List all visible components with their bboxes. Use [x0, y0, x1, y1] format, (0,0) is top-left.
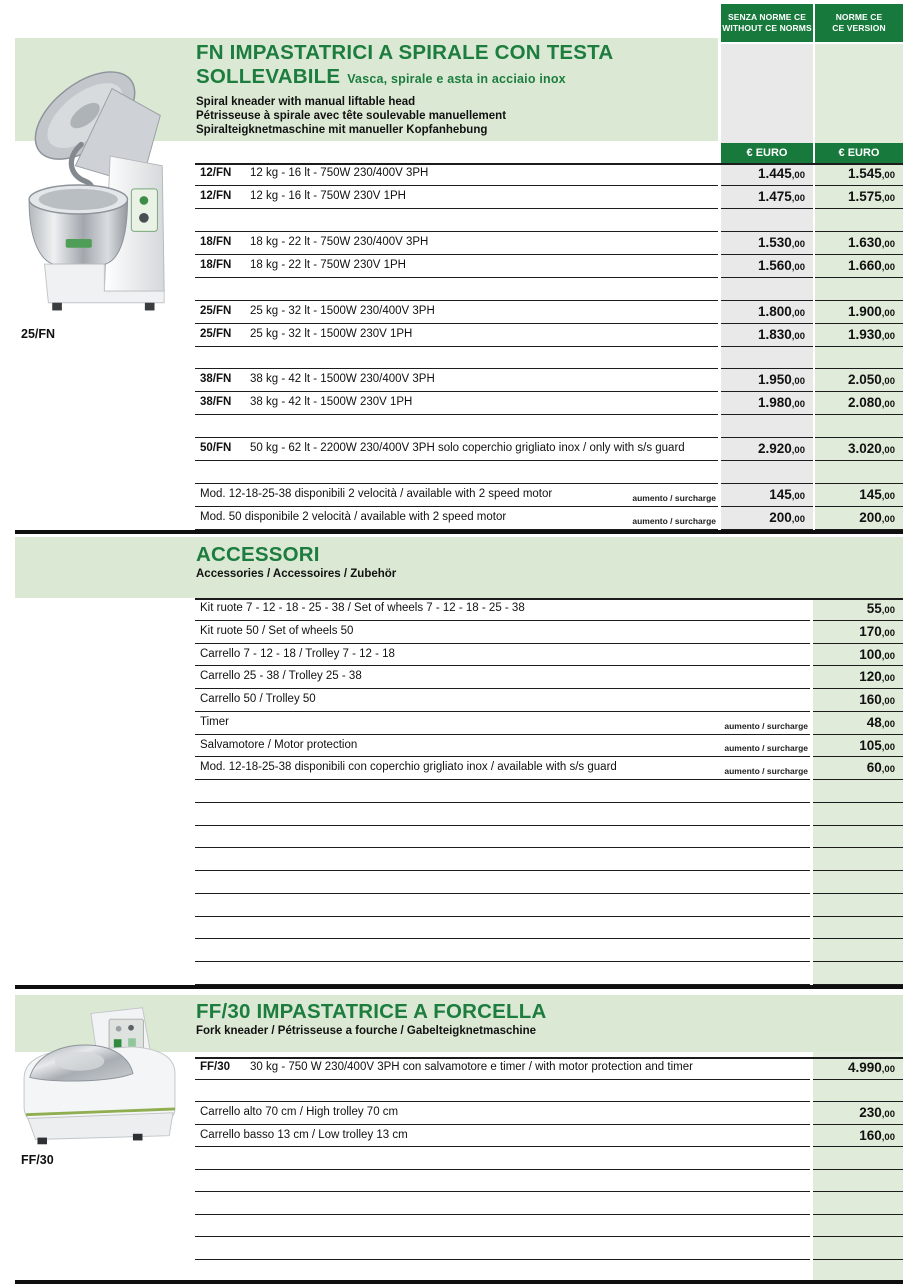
table-spacer-row: [15, 347, 903, 370]
price-decimal: ,00: [791, 399, 805, 411]
description-text: Mod. 50 disponibile 2 velocità / available with 2 speed motor: [200, 511, 507, 524]
column-header-line: WITHOUT CE NORMS: [722, 23, 812, 33]
row-left-margin: [15, 666, 195, 689]
row-description-cell: [195, 1237, 810, 1260]
description-text: Carrello alto 70 cm / High trolley 70 cm: [200, 1106, 399, 1118]
row-description-cell: [195, 324, 718, 347]
price-cell-ce: [815, 415, 903, 438]
row-left-margin: [15, 461, 195, 484]
table-spacer-row: [15, 1192, 903, 1215]
price-integer: 145: [859, 487, 882, 503]
description-text: 12 kg - 16 lt - 750W 230V 1PH: [250, 189, 406, 202]
price-decimal: ,00: [881, 445, 895, 457]
table-row: [15, 369, 903, 392]
row-left-margin: [15, 803, 195, 826]
price-cell-senza-ce: [721, 507, 813, 530]
row-description-cell: [195, 255, 718, 278]
section-divider: [15, 985, 903, 989]
model-code: 12/FN: [200, 189, 232, 202]
price-cell-ce: [813, 1102, 903, 1125]
price-cell-ce: [813, 1215, 903, 1238]
price-decimal: ,00: [881, 261, 895, 273]
price-decimal: ,00: [791, 170, 805, 181]
table-spacer-row: [15, 415, 903, 438]
euro-header-senza-ce: € EURO: [721, 143, 813, 163]
table-spacer-row: [15, 939, 903, 962]
surcharge-note: aumento / surcharge: [724, 743, 808, 754]
price-integer: 1.930: [847, 326, 882, 342]
price-decimal: ,00: [881, 330, 895, 342]
table-spacer-row: [15, 871, 903, 894]
price-decimal: ,00: [881, 1064, 895, 1075]
row-description-cell: [195, 1080, 810, 1103]
price-cell-ce: [815, 301, 903, 324]
price-cell-ce: [813, 962, 903, 985]
price-decimal: ,00: [881, 307, 895, 319]
row-description-cell: [195, 621, 810, 644]
description-text: 25 kg - 32 lt - 1500W 230V 1PH: [250, 327, 413, 340]
price-cell-senza-ce: [721, 209, 813, 232]
price-integer: 1.660: [847, 257, 882, 273]
fn-section-title2: [196, 65, 716, 91]
price-decimal: ,00: [881, 718, 895, 730]
column-header-norme-ce: [815, 4, 903, 42]
price-integer: 1.800: [757, 303, 792, 319]
price-cell-ce: [813, 848, 903, 871]
table-spacer-row: [15, 803, 903, 826]
row-left-margin: [15, 735, 195, 758]
price-decimal: ,00: [881, 741, 895, 753]
price-cell-senza-ce: [721, 324, 813, 347]
price-cell-ce: [815, 484, 903, 507]
price-integer: 1.630: [847, 234, 882, 250]
row-description-cell: [195, 415, 718, 438]
table-row: [15, 644, 903, 667]
column-header-line: NORME CE: [835, 12, 883, 22]
price-integer: 200: [769, 510, 792, 526]
price-decimal: ,00: [881, 170, 895, 181]
price-decimal: ,00: [791, 514, 805, 526]
row-description-cell: [195, 369, 718, 392]
accessori-section-banner: [15, 537, 903, 598]
row-left-margin: [15, 712, 195, 735]
row-description-cell: [195, 1192, 810, 1215]
price-integer: 48: [866, 714, 882, 730]
table-spacer-row: [15, 848, 903, 871]
price-decimal: ,00: [881, 696, 895, 707]
table-row: [15, 666, 903, 689]
accessori-section-title: ACCESSORI: [196, 543, 320, 566]
price-decimal: ,00: [881, 1109, 895, 1120]
price-integer: 1.830: [757, 326, 792, 342]
model-code: 18/FN: [200, 258, 232, 271]
price-integer: 160: [859, 692, 882, 707]
description-text: Kit ruote 7 - 12 - 18 - 25 - 38 / Set of wheels 7 - 12 - 18 - 25 - 38: [200, 602, 525, 614]
row-left-margin: [15, 369, 195, 392]
price-integer: 170: [859, 623, 882, 639]
table-row: [15, 438, 903, 461]
table-spacer-row: [15, 1237, 903, 1260]
row-description-cell: [195, 301, 718, 324]
model-code: 25/FN: [200, 327, 232, 340]
price-cell-ce: [813, 939, 903, 962]
row-description-cell: [195, 1170, 810, 1193]
price-integer: 1.445: [757, 166, 792, 181]
price-integer: 55: [866, 601, 882, 616]
price-cell-ce: [815, 255, 903, 278]
price-cell-senza-ce: [721, 415, 813, 438]
price-cell-ce: [813, 1057, 903, 1080]
row-left-margin: [15, 324, 195, 347]
row-description-cell: [195, 757, 810, 780]
row-description-cell: [195, 186, 718, 209]
row-description-cell: [195, 848, 810, 871]
row-left-margin: [15, 1215, 195, 1238]
price-cell-senza-ce: [721, 232, 813, 255]
table-spacer-row: [15, 780, 903, 803]
price-decimal: ,00: [791, 307, 805, 319]
price-integer: 100: [859, 646, 882, 662]
row-left-margin: [15, 392, 195, 415]
price-cell-senza-ce: [721, 301, 813, 324]
model-code: 38/FN: [200, 373, 232, 386]
price-decimal: ,00: [881, 605, 895, 616]
price-cell-ce: [815, 186, 903, 209]
row-left-margin: [15, 1170, 195, 1193]
row-left-margin: [15, 962, 195, 985]
price-cell-ce: [813, 598, 903, 621]
table-spacer-row: [15, 1215, 903, 1238]
fn-subtitle-en: Spiral kneader with manual liftable head: [196, 96, 416, 108]
price-cell-ce: [813, 1237, 903, 1260]
row-description-cell: [195, 507, 718, 530]
price-decimal: ,00: [791, 192, 805, 204]
price-cell-ce: [815, 232, 903, 255]
surcharge-note: aumento / surcharge: [632, 493, 716, 504]
price-cell-ce: [813, 1170, 903, 1193]
row-description-cell: [195, 163, 718, 186]
model-code: 18/FN: [200, 235, 232, 248]
row-left-margin: [15, 1147, 195, 1170]
price-integer: 230: [859, 1105, 882, 1120]
price-decimal: ,00: [881, 514, 895, 526]
fn-subtitle-de: Spiralteigknetmaschine mit manueller Kopfanhebung: [196, 124, 488, 136]
price-cell-senza-ce: [721, 461, 813, 484]
row-left-margin: [15, 484, 195, 507]
price-cell-ce: [815, 438, 903, 461]
price-integer: 105: [859, 737, 882, 753]
fn-image-caption: 25/FN: [21, 327, 56, 341]
description-text: Carrello 7 - 12 - 18 / Trolley 7 - 12 - 18: [200, 647, 395, 660]
price-decimal: ,00: [791, 445, 805, 457]
table-row: [15, 598, 903, 621]
price-cell-ce: [815, 392, 903, 415]
description-text: Timer: [200, 715, 229, 728]
table-row: [15, 757, 903, 780]
price-cell-ce: [813, 826, 903, 849]
price-cell-ce: [813, 1192, 903, 1215]
model-code: 50/FN: [200, 442, 232, 455]
price-cell-ce: [815, 507, 903, 530]
price-integer: 1.530: [757, 234, 792, 250]
price-decimal: ,00: [881, 1131, 895, 1143]
price-decimal: ,00: [881, 650, 895, 662]
table-spacer-row: [15, 461, 903, 484]
accessori-price-table: [15, 598, 903, 985]
price-cell-ce: [813, 780, 903, 803]
row-description-cell: [195, 209, 718, 232]
price-integer: 160: [859, 1127, 882, 1143]
price-decimal: ,00: [791, 330, 805, 342]
row-description-cell: [195, 1102, 810, 1125]
price-decimal: ,00: [791, 261, 805, 273]
column-header-line: CE VERSION: [832, 23, 886, 33]
price-decimal: ,00: [881, 376, 895, 388]
price-cell-ce: [813, 621, 903, 644]
row-left-margin: [15, 780, 195, 803]
description-text: 30 kg - 750 W 230/400V 3PH con salvamotore e timer / with motor protection and timer: [250, 1061, 693, 1073]
row-left-margin: [15, 848, 195, 871]
row-description-cell: [195, 689, 810, 712]
description-text: Carrello basso 13 cm / Low trolley 13 cm: [200, 1128, 408, 1141]
description-text: 12 kg - 16 lt - 750W 230/400V 3PH: [250, 167, 429, 179]
price-cell-senza-ce: [721, 255, 813, 278]
row-left-margin: [15, 826, 195, 849]
row-description-cell: [195, 666, 810, 689]
price-integer: 2.920: [757, 441, 792, 457]
row-description-cell: [195, 278, 718, 301]
row-description-cell: [195, 917, 810, 940]
fn-subtitle-fr: Pétrisseuse à spirale avec tête soulevable manuellement: [196, 110, 507, 122]
column-header-senza-norme-ce: [721, 4, 813, 42]
price-cell-ce: [813, 735, 903, 758]
description-text: 18 kg - 22 lt - 750W 230V 1PH: [250, 258, 406, 271]
price-cell-senza-ce: [721, 484, 813, 507]
description-text: Salvamotore / Motor protection: [200, 738, 358, 751]
row-left-margin: [15, 939, 195, 962]
model-code: 12/FN: [200, 167, 232, 179]
table-row: [15, 621, 903, 644]
row-description-cell: [195, 347, 718, 370]
model-code: 25/FN: [200, 304, 232, 317]
price-integer: 2.050: [847, 372, 882, 388]
row-description-cell: [195, 826, 810, 849]
table-spacer-row: [15, 917, 903, 940]
price-integer: 200: [859, 510, 882, 526]
fn-section-title2-text: SOLLEVABILE: [196, 65, 341, 88]
row-description-cell: [195, 803, 810, 826]
price-cell-ce: [813, 666, 903, 689]
price-cell-ce: [813, 712, 903, 735]
row-description-cell: [195, 894, 810, 917]
price-cell-ce: [815, 163, 903, 186]
accessori-section-subtitle: Accessories / Accessoires / Zubehör: [196, 568, 397, 580]
price-integer: 4.990: [847, 1060, 882, 1075]
price-decimal: ,00: [881, 238, 895, 250]
price-cell-senza-ce: [721, 369, 813, 392]
price-integer: 1.475: [757, 188, 792, 204]
fork-kneader-product-image: [14, 1002, 186, 1150]
price-integer: 60: [866, 760, 882, 776]
row-description-cell: [195, 461, 718, 484]
row-left-margin: [15, 1237, 195, 1260]
price-cell-ce: [813, 894, 903, 917]
description-text: 38 kg - 42 lt - 1500W 230V 1PH: [250, 396, 413, 409]
description-text: 38 kg - 42 lt - 1500W 230/400V 3PH: [250, 373, 435, 386]
row-left-margin: [15, 507, 195, 530]
table-spacer-row: [15, 1147, 903, 1170]
price-decimal: ,00: [791, 491, 805, 503]
euro-header-ce: € EURO: [815, 143, 903, 163]
row-left-margin: [15, 644, 195, 667]
table-row: [15, 392, 903, 415]
row-left-margin: [15, 689, 195, 712]
row-description-cell: [195, 598, 810, 621]
table-row: [15, 735, 903, 758]
model-code: 38/FN: [200, 396, 232, 409]
price-cell-ce: [813, 871, 903, 894]
description-text: 50 kg - 62 lt - 2200W 230/400V 3PH solo coperchio grigliato inox / only with s/s guard: [250, 442, 685, 455]
table-spacer-row: [15, 1170, 903, 1193]
fn-section-titleblock: [196, 41, 716, 137]
description-text: 25 kg - 32 lt - 1500W 230/400V 3PH: [250, 304, 435, 317]
description-text: Carrello 25 - 38 / Trolley 25 - 38: [200, 670, 362, 683]
price-decimal: ,00: [791, 238, 805, 250]
row-description-cell: [195, 1260, 810, 1283]
row-description-cell: [195, 962, 810, 985]
row-description-cell: [195, 438, 718, 461]
price-cell-ce: [813, 917, 903, 940]
ff30-section-title: FF/30 IMPASTATRICE A FORCELLA: [196, 1000, 547, 1023]
price-cell-senza-ce: [721, 163, 813, 186]
price-cell-ce: [813, 1125, 903, 1148]
price-decimal: ,00: [881, 399, 895, 411]
price-cell-ce: [813, 644, 903, 667]
row-description-cell: [195, 1125, 810, 1148]
row-description-cell: [195, 780, 810, 803]
price-integer: 1.900: [847, 303, 882, 319]
table-row: [15, 689, 903, 712]
price-cell-ce: [815, 209, 903, 232]
price-integer: 1.980: [757, 395, 792, 411]
price-cell-senza-ce: [721, 186, 813, 209]
price-integer: 1.950: [757, 372, 792, 388]
fn-section-title-note: Vasca, spirale e asta in acciaio inox: [347, 72, 566, 86]
price-cell-ce: [813, 757, 903, 780]
price-cell-senza-ce: [721, 438, 813, 461]
row-left-margin: [15, 621, 195, 644]
price-integer: 120: [859, 669, 882, 685]
description-text: 18 kg - 22 lt - 750W 230/400V 3PH: [250, 235, 429, 248]
row-left-margin: [15, 757, 195, 780]
price-integer: 1.560: [757, 257, 792, 273]
section-divider: [15, 530, 903, 534]
surcharge-note: aumento / surcharge: [724, 720, 808, 731]
price-cell-ce: [815, 369, 903, 392]
row-description-cell: [195, 1057, 810, 1080]
fn-section-title: FN IMPASTATRICI A SPIRALE CON TESTA: [196, 41, 614, 64]
price-cell-ce: [813, 1260, 903, 1283]
price-cell-senza-ce: [721, 347, 813, 370]
price-integer: 1.575: [847, 188, 882, 204]
price-integer: 145: [769, 487, 792, 503]
table-row: [15, 507, 903, 530]
surcharge-note: aumento / surcharge: [724, 766, 808, 776]
price-cell-ce: [815, 324, 903, 347]
model-code: FF/30: [200, 1061, 231, 1073]
row-left-margin: [15, 1192, 195, 1215]
row-left-margin: [15, 871, 195, 894]
price-decimal: ,00: [791, 376, 805, 388]
column-header-line: SENZA NORME CE: [727, 12, 807, 22]
price-cell-ce: [815, 347, 903, 370]
table-spacer-row: [15, 894, 903, 917]
price-cell-ce: [813, 689, 903, 712]
row-description-cell: [195, 735, 810, 758]
table-spacer-row: [15, 1260, 903, 1283]
price-decimal: ,00: [881, 764, 895, 776]
price-cell-senza-ce: [721, 392, 813, 415]
price-cell-ce: [813, 803, 903, 826]
row-description-cell: [195, 939, 810, 962]
price-cell-senza-ce: [721, 278, 813, 301]
description-text: Mod. 12-18-25-38 disponibili con coperchio grigliato inox / available with s/s guard: [200, 761, 617, 774]
price-integer: 2.080: [847, 395, 882, 411]
table-row: [15, 484, 903, 507]
row-left-margin: [15, 598, 195, 621]
price-decimal: ,00: [881, 491, 895, 503]
row-description-cell: [195, 644, 810, 667]
price-cell-ce: [813, 1147, 903, 1170]
row-left-margin: [15, 347, 195, 370]
description-text: Kit ruote 50 / Set of wheels 50: [200, 624, 354, 637]
price-cell-ce: [815, 461, 903, 484]
row-description-cell: [195, 232, 718, 255]
row-description-cell: [195, 712, 810, 735]
description-text: Mod. 12-18-25-38 disponibili 2 velocità / available with 2 speed motor: [200, 488, 553, 501]
page-bottom-rule: [15, 1280, 903, 1284]
row-left-margin: [15, 917, 195, 940]
ff30-section-subtitle: Fork kneader / Pétrisseuse a fourche / Gabelteigknetmaschine: [196, 1025, 537, 1037]
table-row: [15, 712, 903, 735]
spiral-kneader-product-image: [14, 48, 186, 323]
price-decimal: ,00: [881, 627, 895, 639]
table-row: [15, 324, 903, 347]
row-description-cell: [195, 1215, 810, 1238]
price-cell-ce: [815, 278, 903, 301]
table-spacer-row: [15, 826, 903, 849]
row-description-cell: [195, 871, 810, 894]
row-description-cell: [195, 484, 718, 507]
price-integer: 3.020: [847, 441, 882, 457]
price-decimal: ,00: [881, 192, 895, 204]
row-left-margin: [15, 415, 195, 438]
price-decimal: ,00: [881, 673, 895, 685]
price-integer: 1.545: [847, 166, 882, 181]
row-left-margin: [15, 438, 195, 461]
surcharge-note: aumento / surcharge: [632, 516, 716, 526]
row-left-margin: [15, 1260, 195, 1283]
row-description-cell: [195, 392, 718, 415]
price-cell-ce: [813, 1080, 903, 1103]
table-spacer-row: [15, 962, 903, 985]
ff30-image-caption: FF/30: [21, 1153, 54, 1167]
row-left-margin: [15, 894, 195, 917]
description-text: Carrello 50 / Trolley 50: [200, 693, 316, 705]
row-description-cell: [195, 1147, 810, 1170]
